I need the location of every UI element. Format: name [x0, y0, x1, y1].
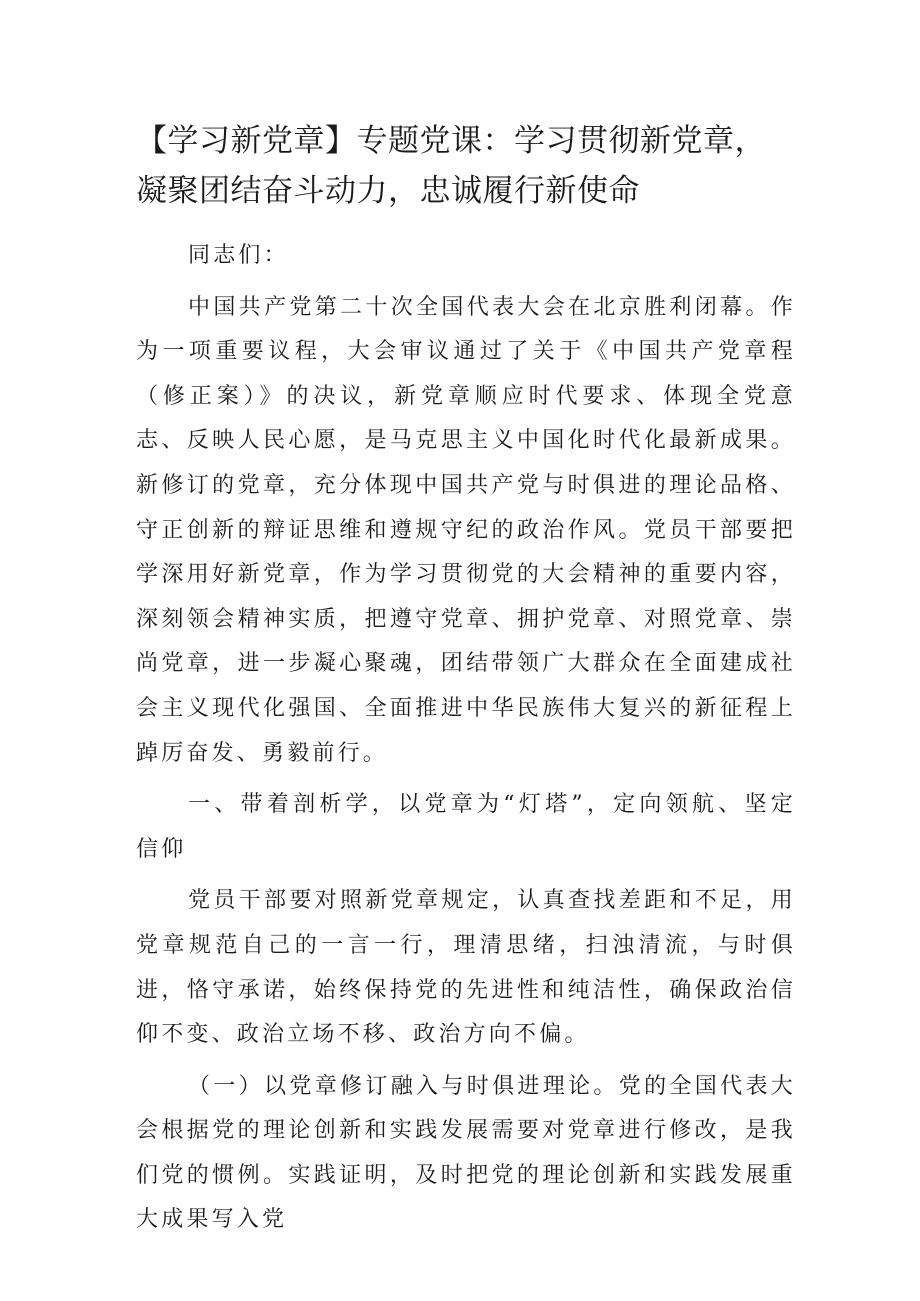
document-title: [136, 116, 796, 216]
document-body: [136, 234, 796, 1243]
paragraph-intro: 中国共产党第二十次全国代表大会在北京胜利闭幕。作为一项重要议程，大会审议通过了关于《中国共产党章程（修正案）》的决议，新党章顺应时代要求、体现全党意志、反映人民心愿，是马克思主义中国化时代化最新成果。新修订的党章，充分体现中国共产党与时俱进的理论品格、守正创新的辩证思维和遵规守纪的政治作风。党员干部要把学深用好新党章，作为学习贯彻党的大会精神的重要内容，深刻领会精神实质，把遵守党章、拥护党章、对照党章、崇尚党章，进一步凝心聚魂，团结带领广大群众在全面建成社会主义现代化强国、全面推进中华民族伟大复兴的新征程上踔厉奋发、勇毅前行。: [136, 294, 796, 766]
salutation: 同志们：: [188, 243, 289, 268]
paragraph-section-1: 党员干部要对照新党章规定，认真查找差距和不足，用党章规范自己的一言一行，理清思绪，扫浊清流，与时俱进，恪守承诺，始终保持党的先进性和纯洁性，确保政治信仰不变、政治立场不移、政治方向不偏。: [136, 888, 796, 1048]
paragraph-subsection-1: （一）以党章修订融入与时俱进理论。党的全国代表大会根据党的理论创新和实践发展需要对党章进行修改，是我们党的惯例。实践证明，及时把党的理论创新和实践发展重大成果写入党: [136, 1073, 796, 1233]
title-line-1: 【学习新党章】专题党课：学习贯彻新党章，: [136, 123, 766, 159]
title-line-2: 凝聚团结奋斗动力，忠诚履行新使命: [136, 173, 640, 209]
section-heading-1: 一、带着剖析学，以党章为“灯塔”，定向领航、坚定信仰: [136, 792, 796, 862]
